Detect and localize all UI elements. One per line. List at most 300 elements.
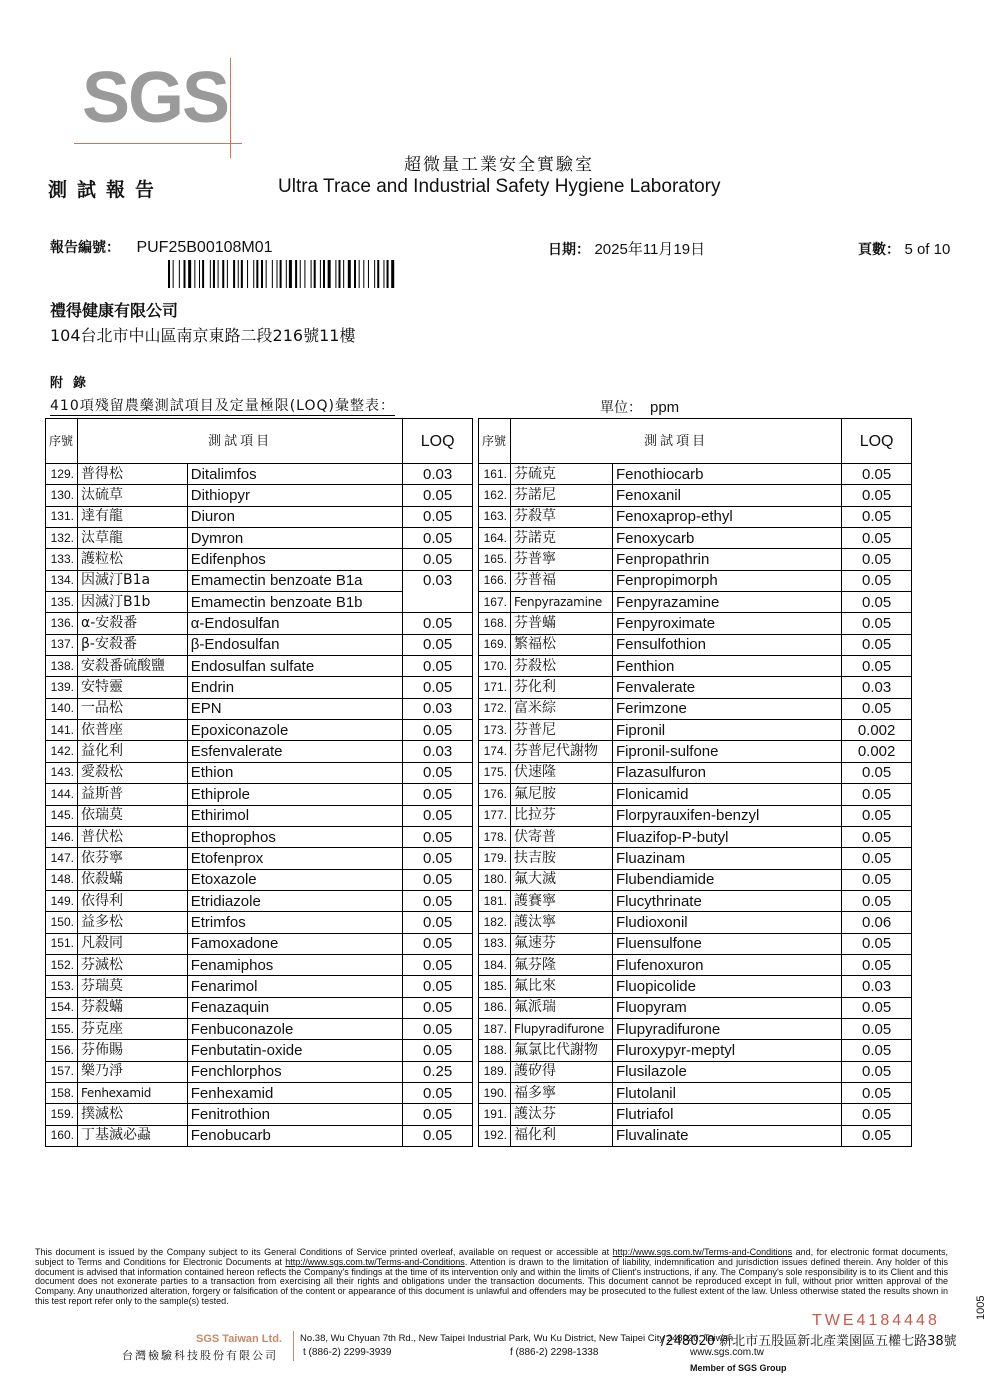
company-address-en: No.38, Wu Chyuan 7th Rd., New Taipei Industrial Park, Wu Ku District, New Taipei City 248020, Taiwan <box>300 1333 734 1344</box>
table-row <box>46 826 473 847</box>
table-row <box>46 1040 473 1061</box>
unit-value: ppm <box>650 399 680 416</box>
page-number-label: 頁數： <box>858 242 900 258</box>
table-row <box>479 954 912 975</box>
pesticide-name-en: Flusilazole <box>612 1061 841 1082</box>
pesticide-name-en: β-Endosulfan <box>187 634 403 655</box>
row-number: 130. <box>46 485 78 506</box>
pesticide-name-zh: 愛殺松 <box>77 762 187 783</box>
row-number: 154. <box>46 997 78 1018</box>
pesticide-name-en: Fenobucarb <box>187 1125 403 1146</box>
table-row <box>479 1040 912 1061</box>
loq-value: 0.03 <box>403 570 473 613</box>
pesticide-name-en: Fenothiocarb <box>612 464 841 485</box>
disclaimer-part-3: . Attention is drawn to the limitation of liability, indemnification and jurisdiction issues defined therein. Any holder of this document is advised that information contained hereon reflects the Company's findings at the time of its intervention only and within the limits of Client's instructions, if any. The Company's sole responsibility is to its Client and this document does not exonerate parties to a transaction from exercising all their rights and obligations under the transaction documents. This document cannot be reproduced except in full, without prior written approval of the Company. Any unauthorized alteration, forgery or falsification of the content or appearance of this document is unlawful and offenders may be prosecuted to the fullest extent of the law. Unless otherwise stated the results shown in this test report refer only to the sample(s) tested. <box>35 1256 948 1306</box>
table-row <box>46 848 473 869</box>
loq-value: 0.05 <box>842 1082 912 1103</box>
row-number: 174. <box>479 741 511 762</box>
pesticide-name-zh: Fenpyrazamine <box>510 592 612 613</box>
row-number: 171. <box>479 677 511 698</box>
disclaimer-part-1: This document is issued by the Company subject to its General Conditions of Service printed overleaf, available on request or accessible at <box>35 1247 613 1257</box>
row-number: 142. <box>46 741 78 762</box>
row-number: 170. <box>479 656 511 677</box>
loq-value: 0.05 <box>403 762 473 783</box>
pesticide-name-en: Fluazifop-P-butyl <box>612 826 841 847</box>
table-row <box>479 677 912 698</box>
loq-value: 0.05 <box>842 592 912 613</box>
loq-value: 0.05 <box>403 997 473 1018</box>
barcode-bar <box>377 260 379 288</box>
barcode-bar <box>280 260 282 288</box>
loq-value: 0.05 <box>403 1018 473 1039</box>
barcode-bar <box>354 260 356 288</box>
row-number: 155. <box>46 1018 78 1039</box>
loq-value: 0.05 <box>842 656 912 677</box>
loq-value: 0.05 <box>403 826 473 847</box>
pesticide-name-zh: 芬滅松 <box>77 954 187 975</box>
pesticide-name-zh: 達有龍 <box>77 506 187 527</box>
barcode-bar <box>247 260 248 288</box>
pesticide-name-zh: 福多寧 <box>510 1082 612 1103</box>
pesticide-name-en: Famoxadone <box>187 933 403 954</box>
table-title: 410項殘留農藥測試項目及定量極限(LOQ)彙整表： <box>50 395 395 416</box>
pesticide-name-en: Etrimfos <box>187 912 403 933</box>
loq-value: 0.05 <box>842 1104 912 1125</box>
table-row <box>479 506 912 527</box>
page-number <box>858 239 950 259</box>
pesticide-name-en: Fenarimol <box>187 976 403 997</box>
pesticide-name-zh: 因滅汀B1b <box>77 592 187 613</box>
row-number: 146. <box>46 826 78 847</box>
pesticide-name-en: Endosulfan sulfate <box>187 656 403 677</box>
pesticide-name-zh: 伏寄普 <box>510 826 612 847</box>
pesticide-name-en: Endrin <box>187 677 403 698</box>
loq-value: 0.05 <box>842 506 912 527</box>
loq-value: 0.05 <box>403 656 473 677</box>
serial-number: TWE4184448 <box>812 1312 940 1329</box>
pesticide-name-zh: 普得松 <box>77 464 187 485</box>
row-number: 188. <box>479 1040 511 1061</box>
pesticide-name-zh: 芬普福 <box>510 570 612 591</box>
pesticide-name-zh: 氟速芬 <box>510 933 612 954</box>
table-row <box>479 912 912 933</box>
pesticide-name-zh: 芬普寧 <box>510 549 612 570</box>
pesticide-name-en: Fenoxaprop-ethyl <box>612 506 841 527</box>
barcode-bar <box>241 260 243 288</box>
barcode-bar <box>222 260 224 288</box>
loq-value: 0.05 <box>403 720 473 741</box>
row-number: 162. <box>479 485 511 506</box>
row-number: 164. <box>479 528 511 549</box>
table-row <box>46 634 473 655</box>
loq-table-right <box>478 418 912 1147</box>
row-number: 186. <box>479 997 511 1018</box>
table-row <box>46 762 473 783</box>
pesticide-name-zh: 芬殺松 <box>510 656 612 677</box>
terms-link-2[interactable]: http://www.sgs.com.tw/Terms-and-Conditions <box>285 1256 465 1267</box>
client-address: 104台北市中山區南京東路二段216號11樓 <box>50 326 356 345</box>
table-row <box>46 506 473 527</box>
loq-value: 0.05 <box>842 613 912 634</box>
loq-value: 0.05 <box>403 954 473 975</box>
pesticide-name-zh: 護汰寧 <box>510 912 612 933</box>
client-name: 禮得健康有限公司 <box>50 301 179 320</box>
pesticide-name-en: Dithiopyr <box>187 485 403 506</box>
pesticide-name-zh: 丁基滅必蝨 <box>77 1125 187 1146</box>
row-number: 144. <box>46 784 78 805</box>
loq-value: 0.05 <box>403 848 473 869</box>
pesticide-name-zh: 芬普尼 <box>510 720 612 741</box>
pesticide-name-en: Emamectin benzoate B1a <box>187 570 403 591</box>
pesticide-name-zh: 汰草龍 <box>77 528 187 549</box>
pesticide-name-zh: 繁福松 <box>510 634 612 655</box>
pesticide-name-en: Ferimzone <box>612 698 841 719</box>
loq-value: 0.05 <box>403 805 473 826</box>
table-row <box>46 805 473 826</box>
loq-value: 0.05 <box>842 826 912 847</box>
loq-value: 0.05 <box>403 1125 473 1146</box>
loq-value: 0.25 <box>403 1061 473 1082</box>
table-row <box>479 720 912 741</box>
pesticide-name-zh: 芬克座 <box>77 1018 187 1039</box>
pesticide-name-zh: 扶吉胺 <box>510 848 612 869</box>
table-row <box>479 869 912 890</box>
row-number: 145. <box>46 805 78 826</box>
header-loq: LOQ <box>842 419 912 464</box>
pesticide-name-zh: 依殺蟎 <box>77 869 187 890</box>
row-number: 163. <box>479 506 511 527</box>
table-row <box>479 549 912 570</box>
table-row <box>46 890 473 911</box>
loq-value: 0.05 <box>842 549 912 570</box>
barcode-bar <box>314 260 316 288</box>
barcode-bar <box>168 260 170 288</box>
loq-value: 0.05 <box>842 698 912 719</box>
row-number: 185. <box>479 976 511 997</box>
table-row <box>479 592 912 613</box>
report-number-label: 報告編號： <box>50 240 120 256</box>
row-number: 175. <box>479 762 511 783</box>
loq-value: 0.05 <box>403 912 473 933</box>
row-number: 147. <box>46 848 78 869</box>
lab-name-en: Ultra Trace and Industrial Safety Hygiene Laboratory <box>278 176 721 197</box>
loq-value: 0.05 <box>403 485 473 506</box>
row-number: 136. <box>46 613 78 634</box>
pesticide-name-en: Fensulfothion <box>612 634 841 655</box>
table-row <box>46 570 473 591</box>
table-row <box>479 1018 912 1039</box>
terms-link-1[interactable]: http://www.sgs.com.tw/Terms-and-Conditions <box>612 1247 793 1257</box>
row-number: 161. <box>479 464 511 485</box>
table-row <box>479 848 912 869</box>
row-number: 183. <box>479 933 511 954</box>
company-name-zh: 台灣檢驗科技股份有限公司 <box>122 1349 278 1362</box>
pesticide-name-en: Esfenvalerate <box>187 741 403 762</box>
pesticide-name-zh: 氟大滅 <box>510 869 612 890</box>
table-row <box>479 464 912 485</box>
pesticide-name-zh: 凡殺同 <box>77 933 187 954</box>
table-row <box>46 1125 473 1146</box>
barcode-bar <box>266 260 267 288</box>
pesticide-name-en: Ethoprophos <box>187 826 403 847</box>
table-row <box>479 1104 912 1125</box>
barcode-bar <box>348 260 351 288</box>
barcode-bar <box>238 260 239 288</box>
table-row <box>479 698 912 719</box>
table-row <box>46 698 473 719</box>
loq-value: 0.05 <box>842 762 912 783</box>
table-row <box>46 677 473 698</box>
pesticide-name-en: Etoxazole <box>187 869 403 890</box>
unit-label <box>600 397 679 417</box>
table-row <box>46 1018 473 1039</box>
row-number: 172. <box>479 698 511 719</box>
table-row <box>46 720 473 741</box>
table-row <box>46 549 473 570</box>
pesticide-name-en: Fenthion <box>612 656 841 677</box>
table-row <box>46 912 473 933</box>
pesticide-name-en: Diuron <box>187 506 403 527</box>
pesticide-name-zh: 氟氯比代謝物 <box>510 1040 612 1061</box>
loq-value: 0.05 <box>842 1018 912 1039</box>
pesticide-name-zh: 依得利 <box>77 890 187 911</box>
table-row <box>46 613 473 634</box>
loq-value: 0.002 <box>842 741 912 762</box>
company-telephone: t (886-2) 2299-3939 <box>303 1347 392 1358</box>
barcode-bar <box>363 260 364 288</box>
barcode <box>168 260 473 288</box>
barcode-bar <box>188 260 191 288</box>
row-number: 179. <box>479 848 511 869</box>
barcode-bar <box>335 260 336 288</box>
pesticide-name-zh: 護賽寧 <box>510 890 612 911</box>
pesticide-name-zh: 伏速隆 <box>510 762 612 783</box>
loq-value: 0.05 <box>403 1104 473 1125</box>
member-of-sgs-group: Member of SGS Group <box>690 1363 787 1373</box>
loq-value: 0.05 <box>842 997 912 1018</box>
pesticide-name-zh: 依普座 <box>77 720 187 741</box>
row-number: 138. <box>46 656 78 677</box>
barcode-bar <box>295 260 297 288</box>
loq-value: 0.05 <box>842 634 912 655</box>
pesticide-name-en: Fluopicolide <box>612 976 841 997</box>
loq-value: 0.05 <box>842 485 912 506</box>
table-row <box>479 976 912 997</box>
table-row <box>46 464 473 485</box>
pesticide-name-zh: 普伏松 <box>77 826 187 847</box>
pesticide-name-en: Etridiazole <box>187 890 403 911</box>
row-number: 189. <box>479 1061 511 1082</box>
row-number: 153. <box>46 976 78 997</box>
pesticide-name-zh: 因滅汀B1a <box>77 570 187 591</box>
loq-table-left <box>45 418 473 1147</box>
barcode-bar <box>383 260 384 288</box>
loq-value: 0.05 <box>403 784 473 805</box>
row-number: 160. <box>46 1125 78 1146</box>
disclaimer-part-2: and, for electronic format documents, subject to Terms and Conditions for Electronic Documents at <box>35 1247 948 1267</box>
table-row <box>46 997 473 1018</box>
unit-label-text: 單位： <box>600 399 642 415</box>
pesticide-name-en: Epoxiconazole <box>187 720 403 741</box>
pesticide-name-zh: 芬普蟎 <box>510 613 612 634</box>
barcode-bar <box>272 260 273 288</box>
pesticide-name-zh: 芬殺蟎 <box>77 997 187 1018</box>
loq-value: 0.05 <box>842 848 912 869</box>
pesticide-name-en: Etofenprox <box>187 848 403 869</box>
footer-disclaimer <box>35 1248 948 1307</box>
row-number: 134. <box>46 570 78 591</box>
pesticide-name-zh: 芬普尼代謝物 <box>510 741 612 762</box>
report-date-label: 日期： <box>548 242 590 258</box>
pesticide-name-en: Dymron <box>187 528 403 549</box>
row-number: 168. <box>479 613 511 634</box>
loq-value: 0.05 <box>842 954 912 975</box>
loq-value: 0.03 <box>403 698 473 719</box>
table-row <box>479 1082 912 1103</box>
row-number: 166. <box>479 570 511 591</box>
pesticide-name-en: Fenoxycarb <box>612 528 841 549</box>
pesticide-name-zh: 益斯普 <box>77 784 187 805</box>
company-website[interactable]: www.sgs.com.tw <box>690 1347 764 1358</box>
pesticide-name-zh: 氟尼胺 <box>510 784 612 805</box>
table-row <box>479 613 912 634</box>
pesticide-name-zh: 一品松 <box>77 698 187 719</box>
pesticide-name-en: Fenitrothion <box>187 1104 403 1125</box>
loq-value: 0.05 <box>842 869 912 890</box>
appendix-label: 附錄 <box>50 376 97 391</box>
pesticide-name-en: Fenpropimorph <box>612 570 841 591</box>
pesticide-name-en: Fenamiphos <box>187 954 403 975</box>
row-number: 131. <box>46 506 78 527</box>
table-row <box>46 976 473 997</box>
row-number: 165. <box>479 549 511 570</box>
table-row <box>479 890 912 911</box>
loq-value: 0.05 <box>842 1040 912 1061</box>
row-number: 187. <box>479 1018 511 1039</box>
loq-value: 0.05 <box>842 1125 912 1146</box>
pesticide-name-zh: 益化利 <box>77 741 187 762</box>
barcode-bar <box>199 260 200 288</box>
table-header-row <box>46 419 473 464</box>
barcode-bar <box>339 260 341 288</box>
table-row <box>46 1061 473 1082</box>
barcode-bar <box>256 260 258 288</box>
pesticide-name-en: Fluazinam <box>612 848 841 869</box>
pesticide-name-en: Fipronil <box>612 720 841 741</box>
barcode-bar <box>233 260 235 288</box>
pesticide-name-zh: 芬諾克 <box>510 528 612 549</box>
pesticide-name-zh: 護矽得 <box>510 1061 612 1082</box>
barcode-bar <box>300 260 301 288</box>
pesticide-name-en: Fluvalinate <box>612 1125 841 1146</box>
pesticide-name-zh: 氟芬隆 <box>510 954 612 975</box>
barcode-bar <box>328 260 331 288</box>
barcode-bar <box>210 260 211 288</box>
barcode-bar <box>194 260 195 288</box>
loq-value: 0.05 <box>842 784 912 805</box>
loq-value: 0.05 <box>842 1061 912 1082</box>
table-row <box>479 656 912 677</box>
barcode-bar <box>368 260 369 288</box>
barcode-bar <box>304 260 305 288</box>
table-row <box>479 570 912 591</box>
row-number: 152. <box>46 954 78 975</box>
footer-divider <box>293 1331 294 1361</box>
pesticide-name-en: Flubendiamide <box>612 869 841 890</box>
pesticide-name-zh: 護汰芬 <box>510 1104 612 1125</box>
table-row <box>46 1104 473 1125</box>
table-row <box>46 528 473 549</box>
loq-value: 0.05 <box>842 464 912 485</box>
pesticide-name-en: Edifenphos <box>187 549 403 570</box>
pesticide-name-zh: Fenhexamid <box>77 1082 187 1103</box>
pesticide-name-en: Fenvalerate <box>612 677 841 698</box>
row-number: 148. <box>46 869 78 890</box>
pesticide-name-en: EPN <box>187 698 403 719</box>
pesticide-name-en: Fenpropathrin <box>612 549 841 570</box>
header-item: 測試項目 <box>77 419 402 464</box>
pesticide-name-en: Flonicamid <box>612 784 841 805</box>
row-number: 140. <box>46 698 78 719</box>
pesticide-name-en: Fludioxonil <box>612 912 841 933</box>
row-number: 169. <box>479 634 511 655</box>
loq-value: 0.05 <box>403 528 473 549</box>
pesticide-name-zh: Flupyradifurone <box>510 1018 612 1039</box>
row-number: 173. <box>479 720 511 741</box>
row-number: 181. <box>479 890 511 911</box>
table-row <box>479 762 912 783</box>
row-number: 133. <box>46 549 78 570</box>
row-number: 139. <box>46 677 78 698</box>
pesticide-name-en: Flucythrinate <box>612 890 841 911</box>
pesticide-name-zh: 芬諾尼 <box>510 485 612 506</box>
pesticide-name-zh: 氟比來 <box>510 976 612 997</box>
report-date <box>548 238 705 259</box>
table-row <box>479 805 912 826</box>
pesticide-name-zh: 比拉芬 <box>510 805 612 826</box>
row-number: 192. <box>479 1125 511 1146</box>
pesticide-name-en: Flutriafol <box>612 1104 841 1125</box>
barcode-bar <box>179 260 180 288</box>
pesticide-name-en: Fenoxanil <box>612 485 841 506</box>
row-number: 135. <box>46 592 78 613</box>
pesticide-name-en: Ethirimol <box>187 805 403 826</box>
barcode-bar <box>311 260 312 288</box>
barcode-bar <box>213 260 215 288</box>
loq-value: 0.05 <box>403 613 473 634</box>
barcode-bar <box>277 260 278 288</box>
table-row <box>479 997 912 1018</box>
row-number: 129. <box>46 464 78 485</box>
logo-divider-horizontal <box>74 143 242 144</box>
table-row <box>46 1082 473 1103</box>
barcode-bar <box>391 260 394 288</box>
barcode-bar <box>320 260 321 288</box>
barcode-bar <box>202 260 204 288</box>
pesticide-name-en: Fenpyroximate <box>612 613 841 634</box>
pesticide-name-en: α-Endosulfan <box>187 613 403 634</box>
sgs-logo: SGS <box>82 58 229 138</box>
pesticide-name-zh: 芬殺草 <box>510 506 612 527</box>
row-number: 190. <box>479 1082 511 1103</box>
pesticide-name-zh: 依瑞莫 <box>77 805 187 826</box>
pesticide-name-zh: 護粒松 <box>77 549 187 570</box>
loq-value: 0.05 <box>403 1082 473 1103</box>
loq-value: 0.03 <box>842 976 912 997</box>
pesticide-name-en: Florpyrauxifen-benzyl <box>612 805 841 826</box>
loq-value: 0.002 <box>842 720 912 741</box>
pesticide-name-zh: 芬佈賜 <box>77 1040 187 1061</box>
